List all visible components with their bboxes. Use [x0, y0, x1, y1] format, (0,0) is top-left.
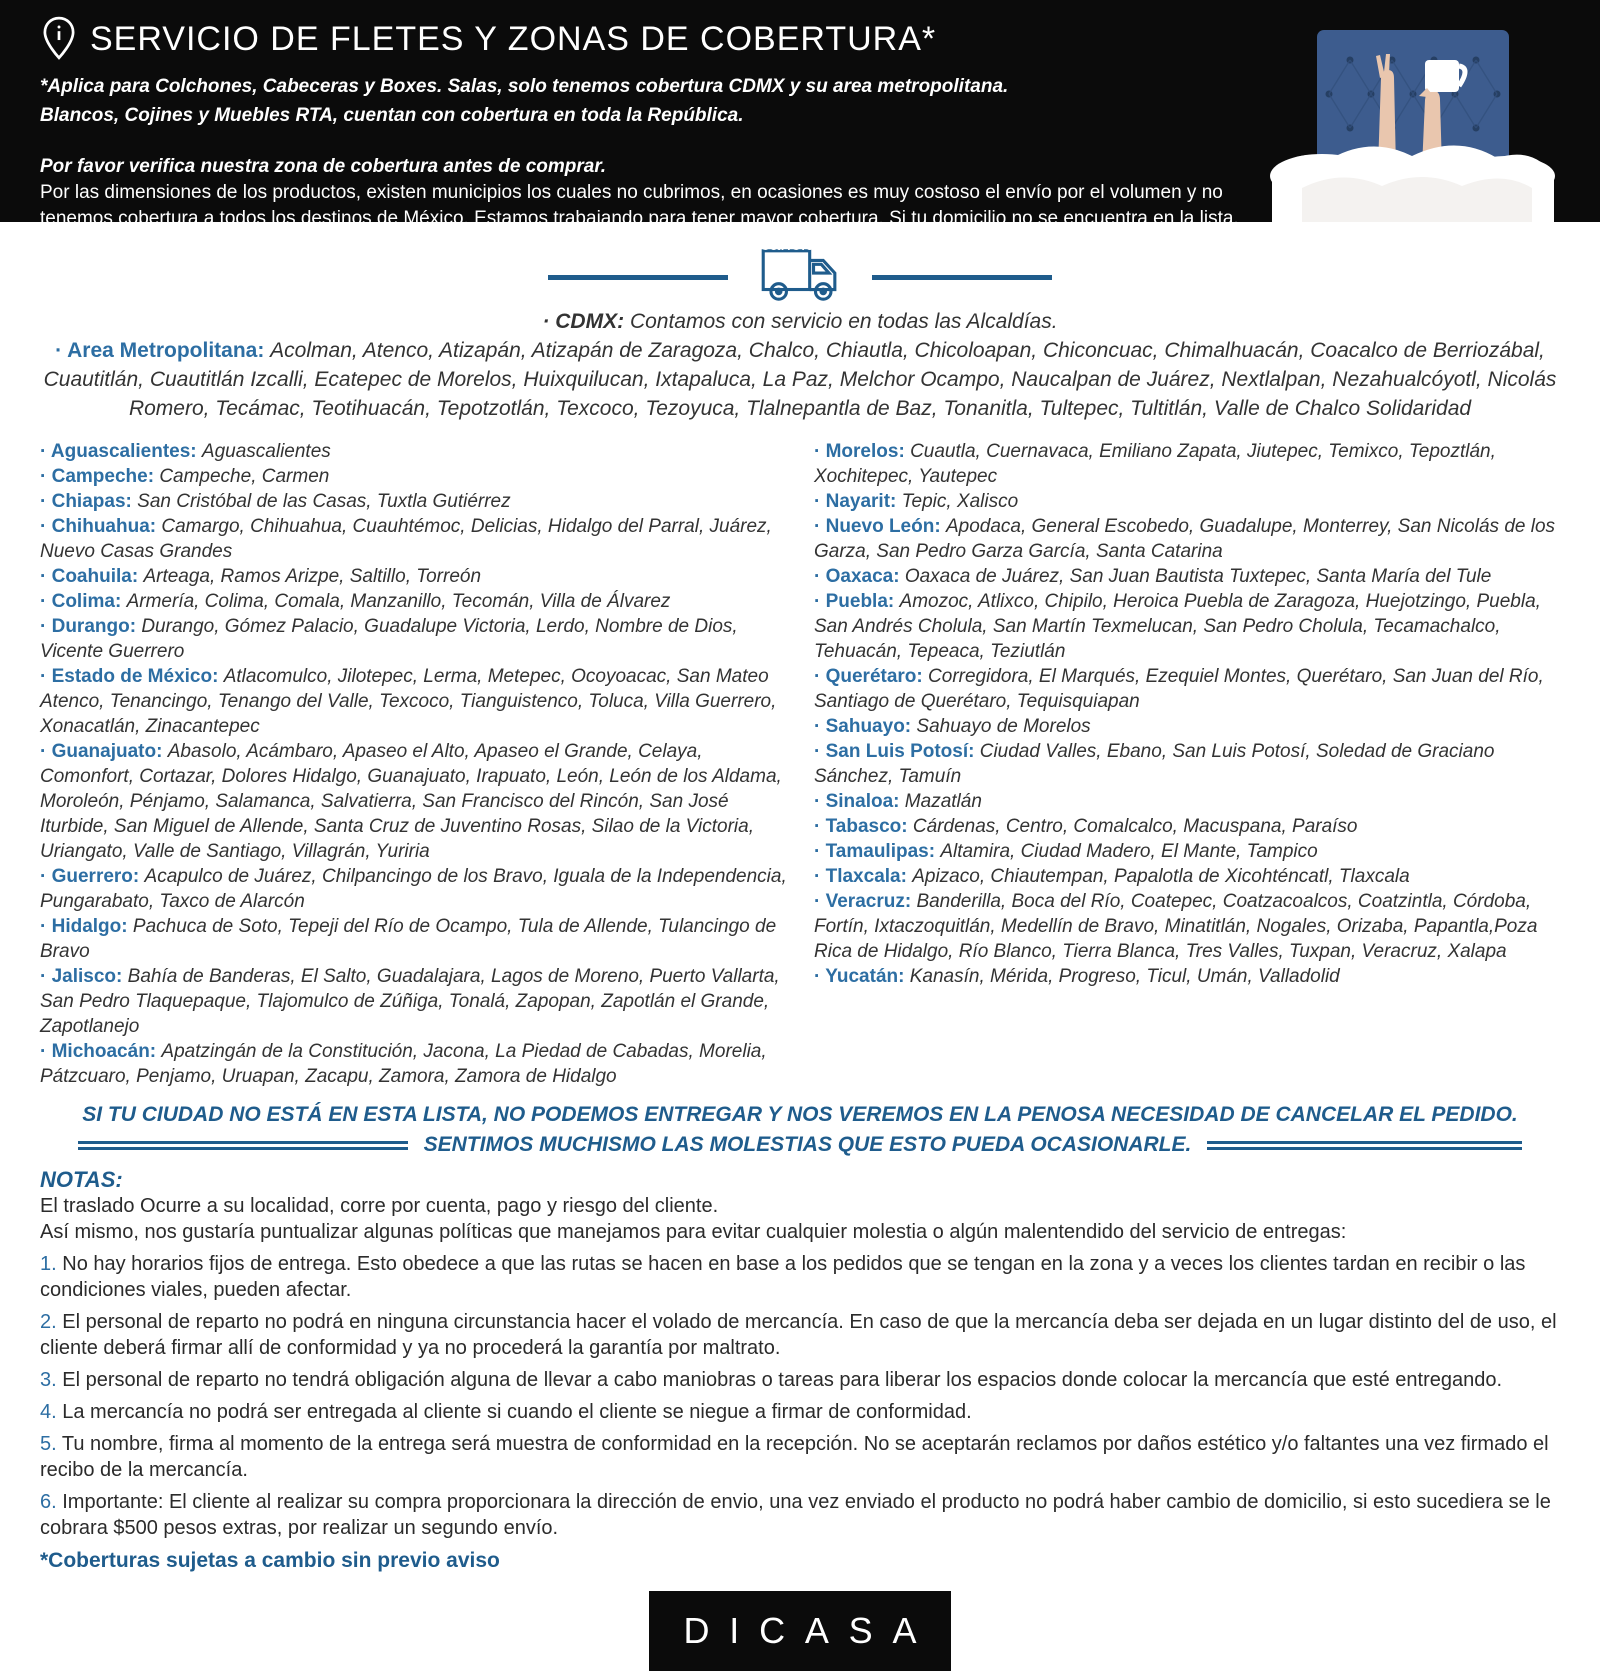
state-entry [814, 964, 1570, 989]
states-column-right [814, 439, 1570, 1089]
state-name: · Tlaxcala: [814, 866, 907, 887]
divider-line-right [872, 275, 1052, 280]
state-cities: Mazatlán [904, 791, 982, 812]
header-subtitle-2: Blancos, Cojines y Muebles RTA, cuentan con cobertura en toda la República. [40, 105, 744, 126]
state-cities: Cárdenas, Centro, Comalcalco, Macuspana, Paraíso [912, 816, 1358, 837]
state-cities: Apizaco, Chiautempan, Papalotla de Xicohténcatl, Tlaxcala [912, 866, 1410, 887]
note-item [40, 1309, 1560, 1361]
state-entry [40, 564, 796, 589]
state-entry [814, 514, 1570, 564]
page-title: SERVICIO DE FLETES Y ZONAS DE COBERTURA* [90, 19, 937, 58]
state-name: · Jalisco: [40, 966, 123, 987]
note-item [40, 1367, 1560, 1393]
warning-rule-left [78, 1141, 408, 1150]
state-entry [814, 714, 1570, 739]
state-name: · Veracruz: [814, 891, 912, 912]
state-name: · Tabasco: [814, 816, 908, 837]
state-cities: Oaxaca de Juárez, San Juan Bautista Tuxtepec, Santa María del Tule [904, 566, 1492, 587]
divider-line-left [548, 275, 728, 280]
header-verify-line: Por favor verifica nuestra zona de cobertura antes de comprar. [40, 156, 606, 177]
notes-section [40, 1167, 1560, 1573]
state-name: · Campeche: [40, 466, 155, 487]
state-name: · Guerrero: [40, 866, 140, 887]
state-cities: Sahuayo de Morelos [916, 716, 1091, 737]
note-item [40, 1431, 1560, 1483]
note-text: Tu nombre, firma al momento de la entrega será muestra de conformidad en la recepción. No se aceptarán reclamos por daños estético y/o faltantes una vez firmado el recibo de la mercancía. [40, 1433, 1549, 1481]
state-cities: Pachuca de Soto, Tepeji del Río de Ocampo, Tula de Allende, Tulancingo de Bravo [40, 916, 777, 962]
state-name: · Nayarit: [814, 491, 897, 512]
state-entry [40, 489, 796, 514]
warning-rule-right [1207, 1141, 1522, 1150]
note-text: El personal de reparto no tendrá obligación alguna de llevar a cabo maniobras o tareas para liberar los espacios donde colocar la mercancía que esté entregando. [56, 1369, 1503, 1391]
state-entry [814, 864, 1570, 889]
state-cities: San Cristóbal de las Casas, Tuxtla Gutiérrez [137, 491, 511, 512]
state-entry [814, 739, 1570, 789]
note-text: El personal de reparto no podrá en ninguna circunstancia hacer el volado de mercancía. En caso de que la mercancía deba ser dejada en un lugar distinto del de uso, el cliente deberá firmar allí de conformidad y ya no procederá la garantía por maltrato. [40, 1311, 1557, 1359]
header-subtitle-1: *Aplica para Colchones, Cabeceras y Boxes. Salas, solo tenemos cobertura CDMX y su area metropolitana. [40, 76, 1009, 97]
state-name: · Tamaulipas: [814, 841, 936, 862]
state-cities: Atlacomulco, Jilotepec, Lerma, Metepec, Ocoyoacac, San Mateo Atenco, Tenancingo, Tenango del Valle, Texcoco, Tianguistenco, Toluca, Villa Guerrero, Xonacatlán, Zinacantepec [40, 666, 777, 737]
state-cities: Amozoc, Atlixco, Chipilo, Heroica Puebla de Zaragoza, Huejotzingo, Puebla, San Andrés Cholula, San Martín Texmelucan, San Pedro Cholula, Tecamachalco, Tehuacán, Tepeaca, Teziutlán [814, 591, 1541, 662]
cdmx-label: · CDMX: [542, 310, 625, 333]
state-name: · Coahuila: [40, 566, 139, 587]
state-name: · Morelos: [814, 441, 905, 462]
state-name: · Guanajuato: [40, 741, 163, 762]
state-cities: Campeche, Carmen [159, 466, 330, 487]
state-name: · Chiapas: [40, 491, 132, 512]
state-name: · Durango: [40, 616, 137, 637]
state-entry [814, 889, 1570, 964]
state-cities: Banderilla, Boca del Río, Coatepec, Coatzacoalcos, Coatzintla, Córdoba, Fortín, Ixtaczoquitlán, Medellín de Bravo, Minatitlán, Nogales, Orizaba, Papantla,Poza Rica de Hidalgo, Río Blanco, Tierra Blanca, Tres Valles, Tuxpan, Veracruz, Xalapa [814, 891, 1538, 962]
state-name: · Nuevo León: [814, 516, 941, 537]
state-name: · Oaxaca: [814, 566, 900, 587]
cdmx-line [0, 310, 1600, 334]
state-name: · Michoacán: [40, 1041, 157, 1062]
state-entry [40, 439, 796, 464]
state-entry [814, 789, 1570, 814]
state-cities: Ciudad Valles, Ebano, San Luis Potosí, Soledad de Graciano Sánchez, Tamuín [814, 741, 1495, 787]
note-text: No hay horarios fijos de entrega. Esto obedece a que las rutas se hacen en base a los pedidos que se tengan en la zona y a veces los clientes tardan en recibir o las condiciones viales, pueden afectar. [40, 1253, 1526, 1301]
state-cities: Acapulco de Juárez, Chilpancingo de los Bravo, Iguala de la Independencia, Pungarabato, Taxco de Alarcón [40, 866, 787, 912]
state-name: · Hidalgo: [40, 916, 128, 937]
note-item [40, 1251, 1560, 1303]
note-text: Importante: El cliente al realizar su compra proporcionara la dirección de envio, una vez enviado el producto no podrá haber cambio de domicilio, si esto sucediera se le cobrara $500 pesos extras, por realizar un segundo envío. [40, 1491, 1551, 1539]
warning-strong-2: CANCELAR EL PEDIDO. [1275, 1103, 1518, 1126]
state-cities: Kanasín, Mérida, Progreso, Ticul, Umán, Valladolid [909, 966, 1340, 987]
state-entry [814, 814, 1570, 839]
state-entry [814, 839, 1570, 864]
state-entry [814, 439, 1570, 489]
state-entry [40, 464, 796, 489]
state-name: · Querétaro: [814, 666, 923, 687]
warning-strong-1: SI TU CIUDAD NO ESTÁ EN ESTA LISTA, [82, 1103, 488, 1126]
state-entry [814, 489, 1570, 514]
state-name: · Yucatán: [814, 966, 905, 987]
state-entry [814, 589, 1570, 664]
warning-line-1 [0, 1103, 1600, 1127]
state-entry [40, 864, 796, 914]
state-name: · Estado de México: [40, 666, 219, 687]
state-name: · Aguascalientes: [40, 441, 197, 462]
state-entry [814, 564, 1570, 589]
state-name: · Chihuahua: [40, 516, 157, 537]
state-entry [814, 664, 1570, 714]
state-cities: Altamira, Ciudad Madero, El Mante, Tampico [940, 841, 1318, 862]
state-name: · San Luis Potosí: [814, 741, 975, 762]
state-cities: Apodaca, General Escobedo, Guadalupe, Monterrey, San Nicolás de los Garza, San Pedro Garza García, Santa Catarina [814, 516, 1556, 562]
note-number: 6. [40, 1491, 57, 1513]
metro-label: · Area Metropolitana: [55, 339, 265, 362]
state-cities: Tepic, Xalisco [901, 491, 1019, 512]
state-cities: Bahía de Banderas, El Salto, Guadalajara, Lagos de Moreno, Puerto Vallarta, San Pedro Tlaquepaque, Tlajomulco de Zúñiga, Tonalá, Zapopan, Zapotlán el Grande, Zapotlanejo [40, 966, 780, 1037]
state-cities: Armería, Colima, Comala, Manzanillo, Tecomán, Villa de Álvarez [126, 591, 671, 612]
metro-paragraph [40, 336, 1560, 423]
dicasa-logo: DICASA [649, 1591, 951, 1671]
coverage-columns [40, 439, 1570, 1089]
state-cities: Cuautla, Cuernavaca, Emiliano Zapata, Jiutepec, Temixco, Tepoztlán, Xochitepec, Yautepec [814, 441, 1496, 487]
state-cities: Corregidora, El Marqués, Ezequiel Montes, Querétaro, San Juan del Río, Santiago de Querétaro, Tequisquiapan [814, 666, 1544, 712]
state-name: · Sahuayo: [814, 716, 912, 737]
header-paragraph: Por las dimensiones de los productos, existen municipios los cuales no cubrimos, en ocasiones es muy costoso el envío por el volumen y no tenemos cobertura a todos los destinos de México. Estamos trabajando para tener mayor cobertura. Si tu domicilio no se encuentra en la lista, lo podemos llevar a la ciudad más cercana para que de ahí, tú puedas recoger la mercancía. Esto se llama servicio Ocurre. [40, 182, 1239, 255]
warning-block [0, 1103, 1600, 1157]
note-text: La mercancía no podrá ser entregada al cliente si cuando el cliente se niegue a firmar de conformidad. [56, 1401, 972, 1423]
states-column-left [40, 439, 796, 1089]
note-number: 1. [40, 1253, 57, 1275]
state-entry [40, 514, 796, 564]
state-cities: Abasolo, Acámbaro, Apaseo el Alto, Apaseo el Grande, Celaya, Comonfort, Cortazar, Dolores Hidalgo, Guanajuato, Irapuato, León, León de los Aldama, Moroleón, Pénjamo, Salamanca, Salvatierra, San Francisco del Rincón, San José Iturbide, San Miguel de Allende, Santa Cruz de Juventino Rosas, Silao de la Victoria, Uriangato, Valle de Santiago, Villagrán, Yuriria [40, 741, 782, 862]
state-entry [40, 664, 796, 739]
note-number: 3. [40, 1369, 57, 1391]
warning-mid: NO PODEMOS ENTREGAR Y NOS VEREMOS EN LA PENOSA NECESIDAD DE [487, 1103, 1276, 1126]
state-cities: Arteaga, Ramos Arizpe, Saltillo, Torreón [143, 566, 482, 587]
state-cities: Apatzingán de la Constitución, Jacona, La Piedad de Cabadas, Morelia, Pátzcuaro, Penjamo, Uruapan, Zacapu, Zamora, Zamora de Hidalgo [40, 1041, 767, 1087]
note-item [40, 1489, 1560, 1541]
notes-title: NOTAS: [40, 1167, 123, 1192]
notes-list [40, 1251, 1560, 1541]
state-cities: Durango, Gómez Palacio, Guadalupe Victoria, Lerdo, Nombre de Dios, Vicente Guerrero [40, 616, 738, 662]
coverage-disclaimer: *Coberturas sujetas a cambio sin previo aviso [40, 1549, 500, 1572]
note-number: 2. [40, 1311, 57, 1333]
warning-line-2: SENTIMOS MUCHISMO LAS MOLESTIAS QUE ESTO PUEDA OCASIONARLE. [423, 1133, 1192, 1156]
header-banner [0, 0, 1600, 255]
state-entry [40, 914, 796, 964]
state-name: · Sinaloa: [814, 791, 900, 812]
state-name: · Puebla: [814, 591, 895, 612]
state-entry [40, 1039, 796, 1089]
state-name: · Colima: [40, 591, 122, 612]
bed-photo [1262, 18, 1562, 222]
state-entry [40, 614, 796, 664]
state-cities: Camargo, Chihuahua, Cuauhtémoc, Delicias, Hidalgo del Parral, Juárez, Nuevo Casas Grandes [40, 516, 772, 562]
note-number: 4. [40, 1401, 57, 1423]
state-cities: Aguascalientes [201, 441, 331, 462]
state-entry [40, 589, 796, 614]
cdmx-text: Contamos con servicio en todas las Alcaldías. [629, 310, 1058, 333]
info-pin-icon [40, 16, 78, 62]
notes-intro-2: Así mismo, nos gustaría puntualizar algunas políticas que manejamos para evitar cualquier molestia o algún malentendido del servicio de entregas: [40, 1221, 1347, 1243]
state-entry [40, 739, 796, 864]
metro-text: Acolman, Atenco, Atizapán, Atizapán de Zaragoza, Chalco, Chiautla, Chicoloapan, Chiconcuac, Chimalhuacán, Coacalco de Berriozábal, Cuautitlán, Cuautitlán Izcalli, Ecatepec de Morelos, Huixquilucan, Ixtapaluca, La Paz, Melchor Ocampo, Naucalpan de Juárez, Nextlalpan, Nezahualcóyotl, Nicolás Romero, Tecámac, Teotihuacán, Tepotzotlán, Texcoco, Tezoyuca, Tlalnepantla de Baz, Tonanitla, Tultepec, Tultitlán, Valle de Chalco Solidaridad [43, 339, 1557, 420]
state-entry [40, 964, 796, 1039]
notes-intro-1: El traslado Ocurre a su localidad, corre por cuenta, pago y riesgo del cliente. [40, 1195, 719, 1217]
note-item [40, 1399, 1560, 1425]
note-number: 5. [40, 1433, 57, 1455]
